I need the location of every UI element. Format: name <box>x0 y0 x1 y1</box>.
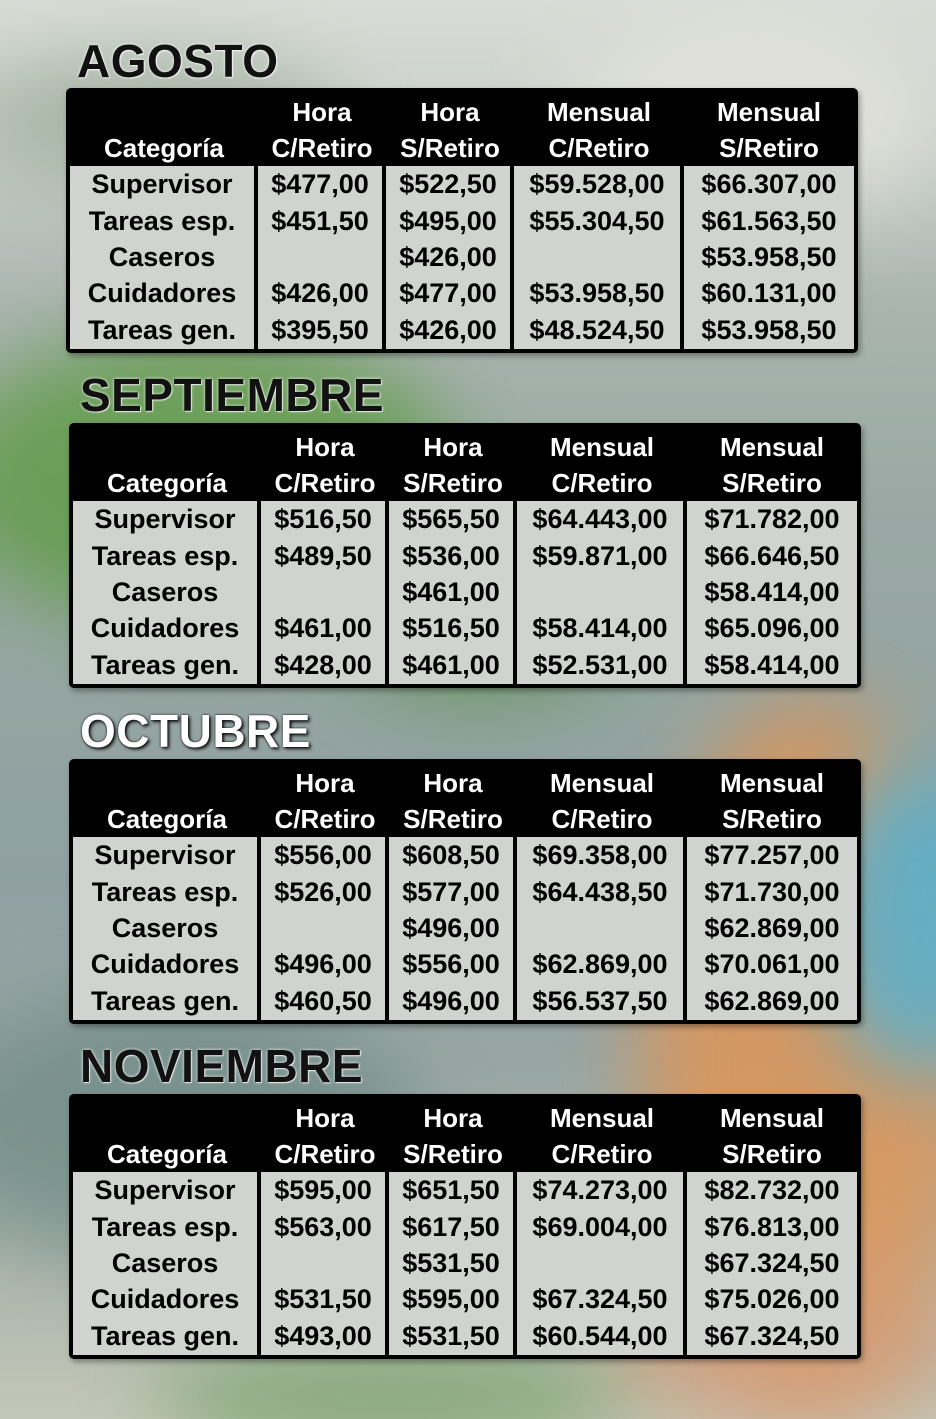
category-cell: Caseros <box>73 574 261 610</box>
rate-cell: $62.869,00 <box>687 910 857 946</box>
rate-cell: $77.257,00 <box>687 837 857 873</box>
column-header-label: S/Retiro <box>722 1139 822 1169</box>
column-header-monthly-without-retiro <box>687 427 857 501</box>
column-header-label: S/Retiro <box>403 1139 503 1169</box>
rate-cell: $75.026,00 <box>687 1281 857 1317</box>
rate-cell: $48.524,50 <box>514 312 684 349</box>
rate-cell: $60.131,00 <box>684 275 854 311</box>
header-row <box>73 1098 857 1172</box>
category-cell: Cuidadores <box>70 275 258 311</box>
table-row <box>73 946 857 982</box>
column-header-label: C/Retiro <box>274 804 376 834</box>
column-header-label: Mensual <box>719 1103 825 1133</box>
column-header-label: Hora <box>295 1103 355 1133</box>
table-row <box>70 312 854 349</box>
rate-cell <box>261 1245 389 1281</box>
rate-cell: $496,00 <box>389 910 517 946</box>
table-row <box>73 837 857 873</box>
rate-cell: $531,50 <box>261 1281 389 1317</box>
column-header-label: Categoría <box>107 804 227 834</box>
rate-cell: $577,00 <box>389 873 517 909</box>
rate-cell: $428,00 <box>261 647 389 684</box>
rate-cell: $536,00 <box>389 537 517 573</box>
salary-table-octubre <box>69 759 861 1024</box>
rates-table <box>66 88 858 353</box>
rate-cell: $531,50 <box>389 1245 517 1281</box>
rate-cell: $531,50 <box>389 1318 517 1355</box>
rate-cell: $65.096,00 <box>687 610 857 646</box>
column-header-label: Mensual <box>716 97 822 127</box>
table-row <box>73 610 857 646</box>
column-header-hourly-with-retiro <box>261 1098 389 1172</box>
column-header-monthly-with-retiro <box>517 427 687 501</box>
rate-cell: $426,00 <box>258 275 386 311</box>
category-cell: Tareas esp. <box>73 1208 261 1244</box>
column-header-label: Hora <box>420 97 480 127</box>
category-cell: Caseros <box>70 239 258 275</box>
table-row <box>73 574 857 610</box>
column-header-monthly-without-retiro <box>684 92 854 166</box>
column-header-label: S/Retiro <box>400 133 500 163</box>
rate-cell <box>517 1245 687 1281</box>
category-cell: Supervisor <box>73 1172 261 1208</box>
rate-cell: $595,00 <box>389 1281 517 1317</box>
rate-cell: $61.563,50 <box>684 202 854 238</box>
column-header-label: C/Retiro <box>548 133 650 163</box>
rate-cell: $451,50 <box>258 202 386 238</box>
rate-cell: $496,00 <box>389 983 517 1020</box>
column-header-label: Mensual <box>546 97 652 127</box>
column-header-category <box>73 1098 261 1172</box>
header-row <box>70 92 854 166</box>
column-header-hourly-without-retiro <box>389 427 517 501</box>
rate-cell: $66.307,00 <box>684 166 854 202</box>
rate-cell: $595,00 <box>261 1172 389 1208</box>
column-header-label: C/Retiro <box>271 133 373 163</box>
column-header-label: Mensual <box>549 768 655 798</box>
category-cell: Supervisor <box>73 501 261 537</box>
rate-cell: $489,50 <box>261 537 389 573</box>
salary-table-septiembre <box>69 423 861 688</box>
column-header-hourly-with-retiro <box>258 92 386 166</box>
column-header-monthly-with-retiro <box>514 92 684 166</box>
rate-cell: $493,00 <box>261 1318 389 1355</box>
column-header-label: S/Retiro <box>403 804 503 834</box>
category-cell: Tareas gen. <box>73 983 261 1020</box>
header-row <box>73 763 857 837</box>
rate-cell: $556,00 <box>389 946 517 982</box>
column-header-label: Categoría <box>107 1139 227 1169</box>
column-header-label: S/Retiro <box>722 804 822 834</box>
rate-cell: $74.273,00 <box>517 1172 687 1208</box>
rate-cell: $58.414,00 <box>687 647 857 684</box>
table-row <box>73 1245 857 1281</box>
category-cell: Cuidadores <box>73 610 261 646</box>
rate-cell: $55.304,50 <box>514 202 684 238</box>
rate-cell: $460,50 <box>261 983 389 1020</box>
table-row <box>73 501 857 537</box>
month-title-octubre: OCTUBRE <box>80 705 311 757</box>
table-row <box>73 983 857 1020</box>
column-header-monthly-with-retiro <box>517 763 687 837</box>
column-header-hourly-without-retiro <box>389 1098 517 1172</box>
column-header-category <box>73 763 261 837</box>
column-header-label: S/Retiro <box>719 133 819 163</box>
rate-cell: $66.646,50 <box>687 537 857 573</box>
rate-cell: $461,00 <box>389 647 517 684</box>
rate-cell: $563,00 <box>261 1208 389 1244</box>
rate-cell: $53.958,50 <box>514 275 684 311</box>
category-cell: Tareas gen. <box>73 1318 261 1355</box>
rate-cell: $495,00 <box>386 202 514 238</box>
salary-table-agosto <box>66 88 858 353</box>
rate-cell: $477,00 <box>386 275 514 311</box>
rate-cell: $62.869,00 <box>687 983 857 1020</box>
rate-cell: $58.414,00 <box>517 610 687 646</box>
column-header-hourly-without-retiro <box>389 763 517 837</box>
rate-cell: $64.438,50 <box>517 873 687 909</box>
rate-cell: $53.958,50 <box>684 239 854 275</box>
rate-cell <box>517 910 687 946</box>
month-title-agosto: AGOSTO <box>77 35 279 87</box>
rate-cell: $71.730,00 <box>687 873 857 909</box>
column-header-monthly-without-retiro <box>687 763 857 837</box>
column-header-label: Mensual <box>549 1103 655 1133</box>
table-row <box>73 1318 857 1355</box>
rate-cell: $67.324,50 <box>687 1245 857 1281</box>
rate-cell: $556,00 <box>261 837 389 873</box>
column-header-label: C/Retiro <box>274 468 376 498</box>
rates-table <box>69 423 861 688</box>
category-cell: Supervisor <box>70 166 258 202</box>
rate-cell: $62.869,00 <box>517 946 687 982</box>
category-cell: Supervisor <box>73 837 261 873</box>
category-cell: Tareas esp. <box>70 202 258 238</box>
rate-cell: $516,50 <box>389 610 517 646</box>
rate-cell: $426,00 <box>386 312 514 349</box>
column-header-label: C/Retiro <box>551 804 653 834</box>
column-header-category <box>73 427 261 501</box>
rate-cell: $477,00 <box>258 166 386 202</box>
category-cell: Cuidadores <box>73 1281 261 1317</box>
column-header-hourly-with-retiro <box>261 427 389 501</box>
column-header-hourly-with-retiro <box>261 763 389 837</box>
rate-cell: $651,50 <box>389 1172 517 1208</box>
rate-cell: $69.358,00 <box>517 837 687 873</box>
column-header-label: Hora <box>295 768 355 798</box>
column-header-label: C/Retiro <box>551 468 653 498</box>
table-row <box>70 166 854 202</box>
month-title-septiembre: SEPTIEMBRE <box>80 369 385 421</box>
column-header-monthly-without-retiro <box>687 1098 857 1172</box>
table-row <box>73 647 857 684</box>
rate-cell: $526,00 <box>261 873 389 909</box>
rate-cell <box>258 239 386 275</box>
table-row <box>73 1208 857 1244</box>
rate-cell: $69.004,00 <box>517 1208 687 1244</box>
rate-cell: $58.414,00 <box>687 574 857 610</box>
table-row <box>70 275 854 311</box>
table-row <box>73 873 857 909</box>
rate-cell <box>261 574 389 610</box>
rate-cell: $82.732,00 <box>687 1172 857 1208</box>
column-header-label: Categoría <box>104 133 224 163</box>
rate-cell: $516,50 <box>261 501 389 537</box>
rate-cell: $76.813,00 <box>687 1208 857 1244</box>
column-header-label: Mensual <box>719 768 825 798</box>
rate-cell: $67.324,50 <box>517 1281 687 1317</box>
rate-cell: $565,50 <box>389 501 517 537</box>
table-row <box>73 1172 857 1208</box>
rate-cell: $608,50 <box>389 837 517 873</box>
rate-cell: $617,50 <box>389 1208 517 1244</box>
column-header-label: C/Retiro <box>274 1139 376 1169</box>
rate-cell: $53.958,50 <box>684 312 854 349</box>
rate-cell: $426,00 <box>386 239 514 275</box>
rate-cell <box>514 239 684 275</box>
rate-cell <box>261 910 389 946</box>
month-title-noviembre: NOVIEMBRE <box>80 1040 364 1092</box>
category-cell: Tareas esp. <box>73 537 261 573</box>
rates-table <box>69 759 861 1024</box>
column-header-label: Hora <box>423 1103 483 1133</box>
rate-cell: $496,00 <box>261 946 389 982</box>
column-header-label: S/Retiro <box>722 468 822 498</box>
rate-cell: $59.871,00 <box>517 537 687 573</box>
rate-cell: $52.531,00 <box>517 647 687 684</box>
header-row <box>73 427 857 501</box>
rate-cell: $70.061,00 <box>687 946 857 982</box>
rate-cell: $60.544,00 <box>517 1318 687 1355</box>
category-cell: Tareas gen. <box>73 647 261 684</box>
table-row <box>70 202 854 238</box>
rate-cell: $71.782,00 <box>687 501 857 537</box>
rate-cell: $64.443,00 <box>517 501 687 537</box>
column-header-label: Hora <box>423 768 483 798</box>
rate-cell: $461,00 <box>389 574 517 610</box>
column-header-label: Mensual <box>549 432 655 462</box>
column-header-label: Mensual <box>719 432 825 462</box>
column-header-label: Categoría <box>107 468 227 498</box>
rate-cell: $67.324,50 <box>687 1318 857 1355</box>
column-header-hourly-without-retiro <box>386 92 514 166</box>
rate-cell: $56.537,50 <box>517 983 687 1020</box>
rates-table <box>69 1094 861 1359</box>
column-header-label: C/Retiro <box>551 1139 653 1169</box>
table-row <box>70 239 854 275</box>
category-cell: Tareas gen. <box>70 312 258 349</box>
column-header-category <box>70 92 258 166</box>
column-header-monthly-with-retiro <box>517 1098 687 1172</box>
table-row <box>73 537 857 573</box>
table-row <box>73 1281 857 1317</box>
category-cell: Tareas esp. <box>73 873 261 909</box>
column-header-label: S/Retiro <box>403 468 503 498</box>
table-row <box>73 910 857 946</box>
rate-cell: $461,00 <box>261 610 389 646</box>
column-header-label: Hora <box>295 432 355 462</box>
column-header-label: Hora <box>423 432 483 462</box>
rate-cell: $395,50 <box>258 312 386 349</box>
rate-cell <box>517 574 687 610</box>
category-cell: Cuidadores <box>73 946 261 982</box>
category-cell: Caseros <box>73 910 261 946</box>
column-header-label: Hora <box>292 97 352 127</box>
category-cell: Caseros <box>73 1245 261 1281</box>
rate-cell: $522,50 <box>386 166 514 202</box>
rate-cell: $59.528,00 <box>514 166 684 202</box>
salary-table-noviembre <box>69 1094 861 1359</box>
